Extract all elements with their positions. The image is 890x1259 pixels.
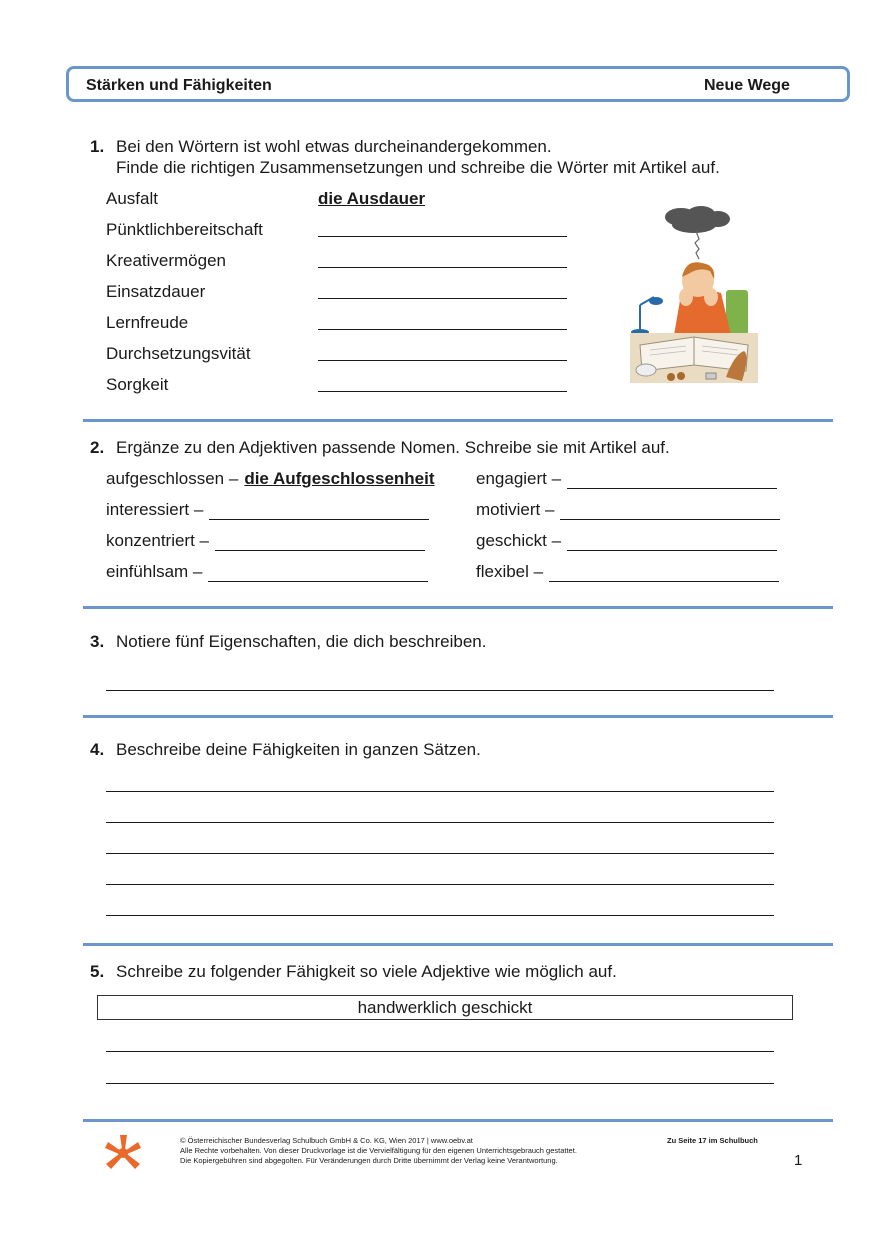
answer-line[interactable] [318, 329, 567, 330]
task2-adjective: engagiert – [476, 469, 562, 488]
section-divider [83, 1119, 833, 1122]
answer-line[interactable] [318, 298, 567, 299]
section-divider [83, 715, 833, 718]
task1-word: Ausfalt [106, 189, 158, 208]
footer-rights: Alle Rechte vorbehalten. Von dieser Druckvorlage ist die Vervielfältigung für den eigenen Unterrichtsgebrauch gestattet. [180, 1146, 577, 1155]
task3-number: 3. [90, 632, 105, 651]
answer-line[interactable] [567, 534, 777, 551]
task1-instruction-line2: Finde die richtigen Zusammensetzungen und schreibe die Wörter mit Artikel auf. [116, 158, 720, 177]
task2-adjective: geschickt – [476, 531, 562, 550]
answer-line[interactable] [318, 236, 567, 237]
task1-word: Kreativermögen [106, 251, 227, 270]
page-title: Stärken und Fähigkeiten [86, 77, 272, 94]
task2-instruction: Ergänze zu den Adjektiven passende Nomen. Schreibe sie mit Artikel auf. [116, 438, 670, 457]
answer-line[interactable] [106, 884, 774, 885]
answer-line[interactable] [106, 822, 774, 823]
task1-instruction-line1: Bei den Wörtern ist wohl etwas durcheinandergekommen. [116, 137, 552, 156]
answer-line[interactable] [560, 503, 780, 520]
task4-instruction: Beschreibe deine Fähigkeiten in ganzen Sätzen. [116, 740, 481, 759]
task5-instruction: Schreibe zu folgender Fähigkeit so viele Adjektive wie möglich auf. [116, 962, 617, 981]
section-divider [83, 943, 833, 946]
task2-pair [106, 562, 428, 582]
footer-disclaimer: Die Kopiergebühren sind abgegolten. Für Veränderungen durch Dritte übernimmt der Verlag keine Verantwortung. [180, 1156, 558, 1165]
section-divider [83, 419, 833, 422]
task2-adjective: flexibel – [476, 562, 544, 581]
answer-line[interactable] [209, 503, 429, 520]
task2-adjective: aufgeschlossen – [106, 469, 239, 488]
task4-number: 4. [90, 740, 105, 759]
task2-adjective: einfühlsam – [106, 562, 203, 581]
answer-line[interactable] [318, 391, 567, 392]
task1-example-answer: die Ausdauer [318, 189, 426, 208]
footer-copyright: © Österreichischer Bundesverlag Schulbuch GmbH & Co. KG, Wien 2017 | www.oebv.at [180, 1136, 473, 1145]
section-divider [83, 606, 833, 609]
task2-adjective: interessiert – [106, 500, 204, 519]
oebv-asterisk-logo [104, 1134, 142, 1172]
answer-line[interactable] [106, 1051, 774, 1052]
task1-number: 1. [90, 137, 105, 156]
task2-pair [106, 500, 429, 520]
task2-pair [476, 500, 780, 520]
task3-instruction: Notiere fünf Eigenschaften, die dich beschreiben. [116, 632, 487, 651]
task2-adjective: konzentriert – [106, 531, 209, 550]
series-title: Neue Wege [704, 77, 790, 94]
student-worried-at-desk-icon [626, 205, 761, 387]
answer-line[interactable] [215, 534, 425, 551]
task1-word: Lernfreude [106, 313, 189, 332]
answer-line[interactable] [208, 565, 428, 582]
page-number: 1 [794, 1152, 803, 1169]
answer-line[interactable] [106, 853, 774, 854]
task2-pair [106, 531, 425, 551]
task1-word: Einsatzdauer [106, 282, 206, 301]
answer-line[interactable] [106, 915, 774, 916]
task2-adjective: motiviert – [476, 500, 555, 519]
skill-box: handwerklich geschickt [97, 995, 793, 1020]
task2-pair [106, 469, 435, 489]
task2-pair [476, 469, 777, 489]
task2-pair [476, 531, 777, 551]
task2-number: 2. [90, 438, 105, 457]
answer-line[interactable] [106, 690, 774, 691]
task1-word: Pünktlichbereitschaft [106, 220, 263, 239]
task1-word: Sorgkeit [106, 375, 169, 394]
answer-line[interactable] [318, 267, 567, 268]
task2-pair [476, 562, 779, 582]
task2-example-answer: die Aufgeschlossenheit [244, 469, 435, 488]
answer-line[interactable] [549, 565, 779, 582]
answer-line[interactable] [106, 1083, 774, 1084]
answer-line[interactable] [318, 360, 567, 361]
answer-line[interactable] [567, 472, 777, 489]
task1-word: Durchsetzungsvität [106, 344, 251, 363]
answer-line[interactable] [106, 791, 774, 792]
task5-number: 5. [90, 962, 105, 981]
footer-reference: Zu Seite 17 im Schulbuch [667, 1136, 758, 1145]
